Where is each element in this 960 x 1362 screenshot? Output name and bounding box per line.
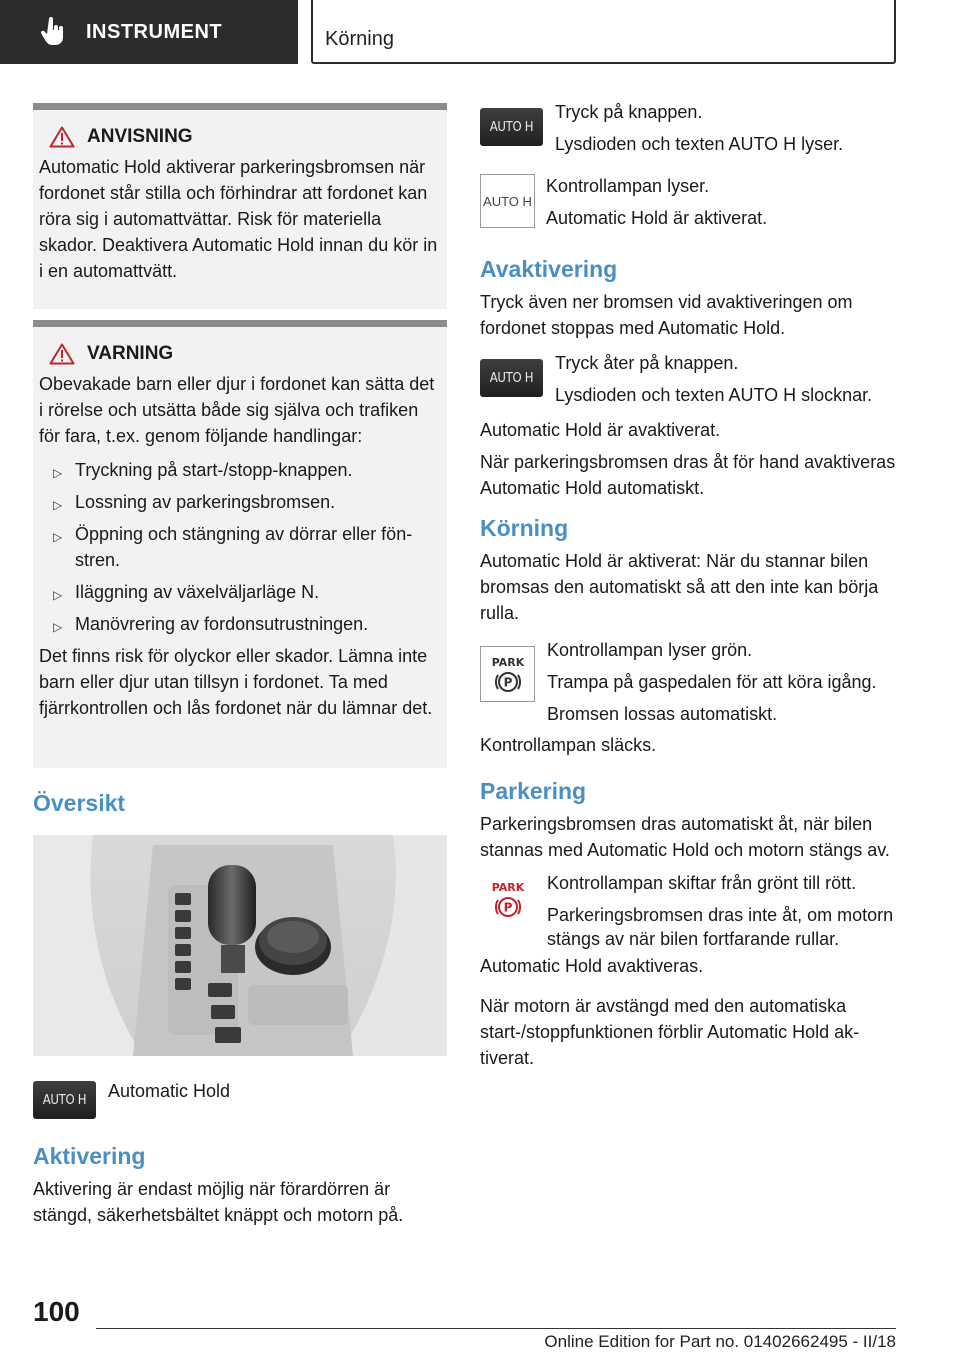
- park-brake-icon: [486, 652, 530, 696]
- driving-heading: Körning: [480, 515, 569, 541]
- list-item: ▷ Manövrering av fordonsutrustningen.: [39, 611, 439, 637]
- step-text: Tryck på knappen.: [555, 102, 703, 122]
- step-text: Tryck åter på knappen.: [555, 353, 739, 373]
- warning-title-text: VARNING: [87, 343, 174, 364]
- step-text: Kontrollampan lyser grön.: [547, 640, 753, 660]
- warning-triangle-icon: [49, 126, 75, 148]
- step-park-green: [480, 638, 896, 734]
- step-text: Automatic Hold är aktiverat.: [546, 208, 768, 228]
- list-item: ▷ Iläggning av växelväljarläge N.: [39, 579, 439, 605]
- auto-h-button-icon: AUTO H: [480, 359, 543, 397]
- bullet-triangle-icon: ▷: [53, 588, 63, 602]
- parking-text: Parkeringsbromsen dras automatiskt åt, när bilen stannas med Automatic Hold och motorn stängs av.: [480, 814, 890, 860]
- bullet-triangle-icon: ▷: [53, 466, 63, 480]
- parking-deactivated-text: Automatic Hold avaktiveras.: [480, 956, 704, 976]
- step-park-red: [480, 871, 896, 959]
- lamp-off-text: Kontrollampan släcks.: [480, 735, 657, 755]
- driving-text: Automatic Hold är aktiverat: När du stannar bilen bromsas den automatiskt så att den inte kan börja rulla.: [480, 551, 879, 623]
- auto-hold-button-row: [33, 1081, 447, 1119]
- step-text: Trampa på gaspedalen för att köra igång.: [547, 672, 877, 692]
- manual-brake-text: När parkeringsbromsen dras åt för hand avaktiveras Automatic Hold automatiskt.: [480, 452, 896, 498]
- step-press-again: [480, 351, 896, 415]
- step-text: Kontrollampan skiftar från grönt till rött.: [547, 873, 857, 893]
- start-stop-text: När motorn är avstängd med den automatiska start-/stoppfunktionen förblir Automatic Hold aktiverat.: [480, 996, 860, 1068]
- chapter-tab[interactable]: [0, 0, 298, 64]
- footer-divider: [96, 1328, 896, 1329]
- step-text: Lysdioden och texten AUTO H slocknar.: [555, 385, 873, 405]
- warning-outro: Det finns risk för olyckor eller skador. Lämna inte barn eller djur utan tillsyn i fordonet. Ta med fjärrkontrollen och lås fordonet när du lämnar det.: [39, 646, 433, 718]
- center-console-photo: [33, 835, 447, 1056]
- activation-text: Aktivering är endast möjlig när förardörren är stängd, säkerhetsbältet knäppt och motorn på.: [33, 1179, 404, 1225]
- deactivated-text: Automatic Hold är avaktiverat.: [480, 420, 721, 440]
- step-indicator: [480, 174, 896, 238]
- deactivation-text: Tryck även ner bromsen vid avaktiveringen om fordonet stoppas med Automatic Hold.: [480, 292, 853, 338]
- svg-text:P: P: [503, 675, 512, 690]
- page-number: 100: [33, 1296, 80, 1327]
- auto-h-button-icon: AUTO H: [480, 108, 543, 146]
- auto-h-indicator-icon: AUTO H: [480, 174, 535, 228]
- left-column: [33, 103, 447, 1228]
- deactivation-heading: Avaktivering: [480, 256, 618, 282]
- park-indicator-icon: [480, 646, 535, 702]
- warning-box: [33, 320, 447, 768]
- park-brake-red-icon: [486, 877, 530, 921]
- auto-hold-caption: Automatic Hold: [108, 1081, 231, 1101]
- park-indicator-red-icon: [480, 871, 535, 927]
- notice-title-text: ANVISNING: [87, 126, 193, 147]
- right-column: [480, 100, 896, 1071]
- parking-heading: Parkering: [480, 778, 587, 804]
- notice-text: Automatic Hold aktiverar parkeringsbromsen när fordonet står stilla och förhindrar att fordonet kan röra sig i automattvättar. Risk för materiella skador. Deaktivera Automatic Hold innan du kör in i en automattvätt.: [39, 157, 438, 281]
- notice-title: [39, 126, 439, 148]
- svg-text:PARK: PARK: [491, 656, 524, 669]
- activation-heading: Aktivering: [33, 1143, 146, 1169]
- list-item: ▷ Tryckning på start-/stopp-knappen.: [39, 457, 439, 483]
- hand-pointer-icon: [40, 17, 66, 47]
- svg-text:P: P: [503, 900, 512, 915]
- bullet-triangle-icon: ▷: [53, 530, 63, 544]
- list-item: ▷ Öppning och stängning av dörrar eller fönstren.: [53, 524, 413, 570]
- overview-heading: Översikt: [33, 790, 126, 816]
- svg-text:PARK: PARK: [491, 881, 524, 894]
- warning-triangle-icon: [49, 343, 75, 365]
- step-text: Bromsen lossas automatiskt.: [547, 704, 778, 724]
- notice-box: [33, 103, 447, 309]
- step-press-button: [480, 100, 896, 164]
- auto-h-button-icon: AUTO H: [33, 1081, 96, 1119]
- section-title: Körning: [325, 28, 394, 50]
- list-item: ▷ Lossning av parkeringsbromsen.: [39, 489, 439, 515]
- warning-intro: Obevakade barn eller djur i fordonet kan sätta det i rörelse och utsätta både sig själva och trafiken för fara, t.ex. genom följande handlingar:: [39, 374, 435, 446]
- chapter-title: INSTRUMENT: [86, 20, 223, 43]
- warning-title: [39, 343, 439, 365]
- step-text: Parkeringsbromsen dras inte åt, om motorn stängs av när bilen fortfarande rullar.: [547, 905, 894, 949]
- bullet-triangle-icon: ▷: [53, 498, 63, 512]
- section-header: [311, 0, 896, 64]
- footer-edition: Online Edition for Part no. 01402662495 - II/18: [544, 1332, 896, 1351]
- warning-list: [39, 457, 439, 637]
- step-text: Lysdioden och texten AUTO H lyser.: [555, 134, 844, 154]
- step-text: Kontrollampan lyser.: [546, 176, 710, 196]
- bullet-triangle-icon: ▷: [53, 620, 63, 634]
